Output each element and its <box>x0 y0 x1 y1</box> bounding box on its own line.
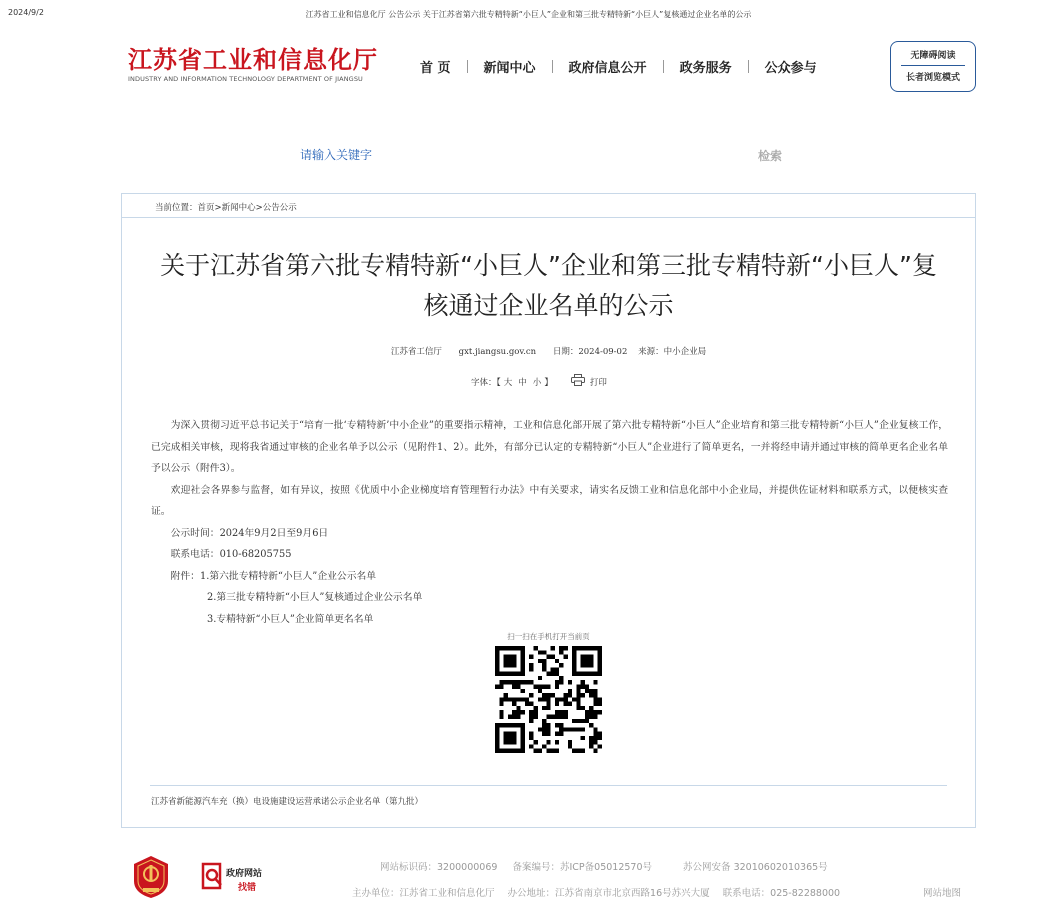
meta-site: gxt.jiangsu.gov.cn <box>458 347 537 357</box>
search-input[interactable] <box>300 146 530 164</box>
related-article-link[interactable]: 江苏省新能源汽车充（换）电设施建设运营承诺公示企业名单（第九批） <box>151 797 424 807</box>
font-size-large[interactable]: 大 <box>503 377 513 388</box>
nav-home[interactable]: 首 页 <box>420 60 451 76</box>
meta-date: 日期：2024-09-02 <box>552 347 628 357</box>
accessibility-panel <box>890 41 976 92</box>
article-meta <box>150 345 947 357</box>
nav-gov-info[interactable]: 政府信息公开 <box>568 60 647 76</box>
accessibility-divider <box>901 65 965 66</box>
meta-source: 来源：中小企业局 <box>638 347 707 357</box>
content-divider <box>150 785 947 786</box>
police-record[interactable]: 苏公网安备 32010602010365号 <box>683 862 828 873</box>
print-page-title: 江苏省工业和信息化厅 公告公示 关于江苏省第六批专精特新“小巨人”企业和第三批专精特新“小巨人”复核通过企业名单的公示 <box>305 10 752 19</box>
gov-site-error-icon[interactable] <box>200 862 224 890</box>
printer-icon[interactable] <box>571 374 585 389</box>
gov-site-label[interactable]: 政府网站 <box>226 869 263 879</box>
breadcrumb[interactable]: 当前位置：首页>新闻中心>公告公示 <box>155 203 297 213</box>
body-paragraph: 欢迎社会各界参与监督，如有异议，按照《优质中小企业梯度培育管理暂行办法》中有关要求，请实名反馈工业和信息化部中小企业局，并提供佐证材料和联系方式，以便核实查证。 <box>151 484 948 517</box>
notice-period: 公示时间：2024年9月2日至9月6日 <box>170 527 329 539</box>
site-id: 网站标识码：3200000069 <box>380 862 498 873</box>
font-size-controls <box>471 374 607 389</box>
accessible-reading-button[interactable]: 无障碍阅读 <box>910 51 956 61</box>
font-size-small[interactable]: 小 <box>532 377 542 388</box>
nav-gov-services[interactable]: 政务服务 <box>679 60 732 76</box>
sitemap-link[interactable]: 网站地图 <box>923 888 962 899</box>
footer-line-1 <box>380 859 840 873</box>
article-body <box>151 415 948 630</box>
contact-phone: 联系电话：010-68205755 <box>170 549 292 560</box>
icp-record[interactable]: 备案编号：苏ICP备05012570号 <box>512 862 653 873</box>
attachment-link-2[interactable]: 2.第三批专精特新“小巨人”复核通过企业公示名单 <box>207 592 423 603</box>
search-button[interactable]: 检索 <box>740 146 800 164</box>
contact-phone-footer: 联系电话：025-82288000 <box>722 888 841 899</box>
attachment-link-3[interactable]: 3.专精特新“小巨人”企业简单更名名单 <box>207 613 374 625</box>
body-paragraph: 为深入贯彻习近平总书记关于“培育一批‘专精特新’中小企业”的重要指示精神，工业和信息化部开展了第六批专精特新“小巨人”企业培育和第三批专精特新“小巨人”企业复核工作，已完成相关审核，现将我省通过审核的企业名单予以公示（见附件1、2）。此外，有部分已认定的专精特新“小巨人”企业进行了简单更名，一并将经申请并通过审核的简单更名企业名单予以公示（附件3）。 <box>151 420 948 474</box>
qr-caption: 扫一扫在手机打开当前页 <box>507 632 590 641</box>
footer-line-2 <box>352 885 850 899</box>
font-size-label: 字体：【 <box>471 377 501 388</box>
print-link[interactable]: 打印 <box>589 377 607 388</box>
main-nav <box>404 57 833 75</box>
site-logo-cn[interactable]: 江苏省工业和信息化厅 <box>128 45 378 74</box>
nav-public-participation[interactable]: 公众参与 <box>764 60 817 76</box>
meta-publisher: 江苏省工信厅 <box>390 347 442 357</box>
attachment-link-1[interactable]: 附件：1.第六批专精特新“小巨人”企业公示名单 <box>170 570 377 582</box>
sponsor: 主办单位：江苏省工业和信息化厅 <box>352 888 495 899</box>
font-size-medium[interactable]: 中 <box>518 377 527 388</box>
qr-code <box>495 646 602 753</box>
nav-news-center[interactable]: 新闻中心 <box>483 60 536 76</box>
article-title: 关于江苏省第六批专精特新“小巨人”企业和第三批专精特新“小巨人”复核通过企业名单的公示 <box>160 251 937 320</box>
site-logo-en: INDUSTRY AND INFORMATION TECHNOLOGY DEPARTMENT OF JIANGSU <box>128 75 363 83</box>
font-size-close: 】 <box>544 377 553 388</box>
elderly-mode-button[interactable]: 长者浏览模式 <box>905 73 960 83</box>
office-address: 办公地址：江苏省南京市北京西路16号苏兴大厦 <box>507 888 710 899</box>
party-gov-emblem-icon[interactable] <box>132 855 170 899</box>
print-date: 2024/9/2 <box>8 8 44 17</box>
gov-site-find-error[interactable]: 找错 <box>238 883 257 893</box>
